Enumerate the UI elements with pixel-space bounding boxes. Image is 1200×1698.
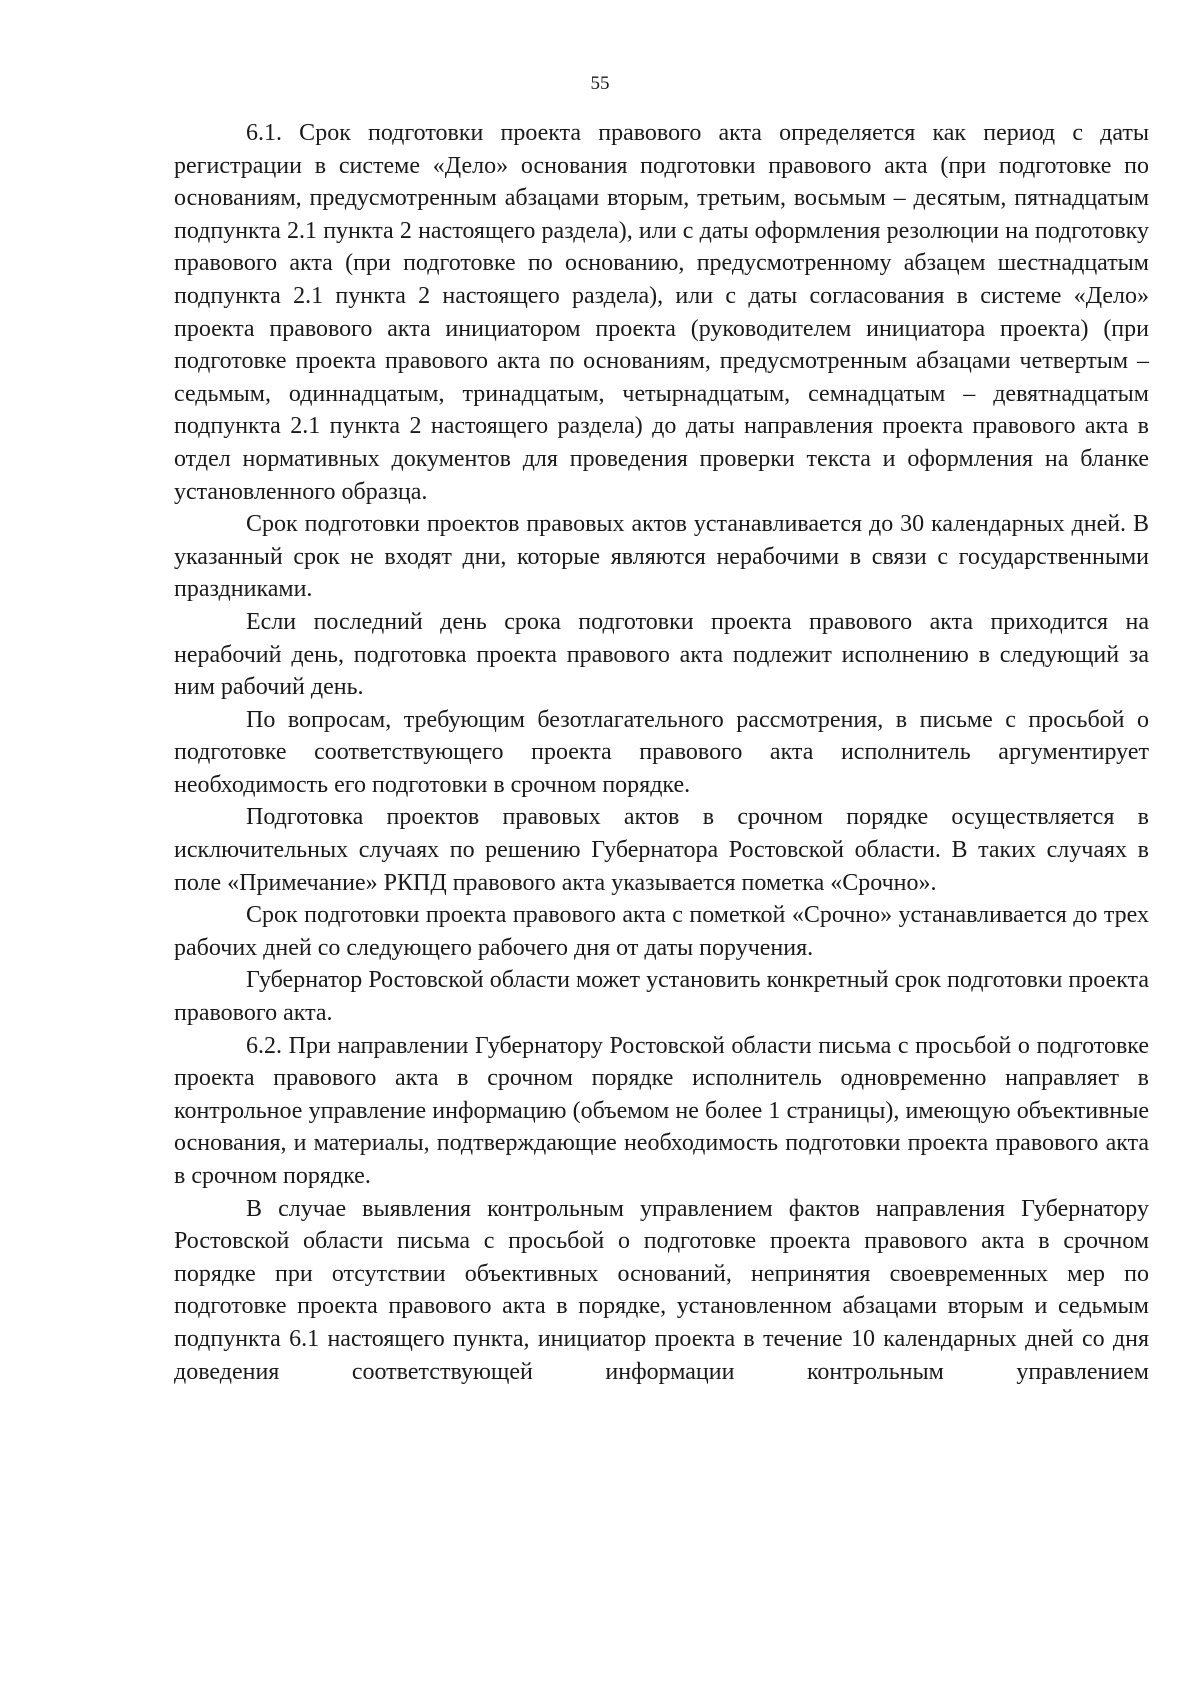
paragraph-6-2: 6.2. При направлении Губернатору Ростовской области письма с просьбой о подготовке проекта правового акта в срочном порядке исполнитель одновременно направляет в контрольное управление информацию (объемом не более 1 страницы), имеющую объективные основания, и материалы, подтверждающие необходимость подготовки проекта правового акта в срочном порядке. [174,1032,1149,1189]
document-body [174,117,1149,1388]
paragraph-preparation-term: Срок подготовки проектов правовых актов устанавливается до 30 календарных дней. В указанный срок не входят дни, которые являются нерабочими в связи с государственными праздниками. [174,511,1149,603]
paragraph-non-working-day: Если последний день срока подготовки проекта правового акта приходится на нерабочий день, подготовка проекта правового акта подлежит исполнению в следующий за ним рабочий день. [174,608,1149,701]
paragraph-violation-case: В случае выявления контрольным управлением фактов направления Губернатору Ростовской области письма с просьбой о подготовке проекта правового акта в срочном порядке при отсутствии объективных оснований, непринятия своевременных мер по подготовке проекта правового акта в порядке, установленном абзацами вторым и седьмым подпункта 6.1 настоящего пункта, инициатор проекта в течение 10 календарных дней со дня доведения соответствующей информации контрольным управлением [174,1195,1149,1385]
paragraph-governor-term: Губернатор Ростовской области может установить конкретный срок подготовки проекта правового акта. [174,967,1149,1027]
page-number: 55 [590,73,610,94]
paragraph-urgent-order: Подготовка проектов правовых актов в срочном порядке осуществляется в исключительных случаях по решению Губернатора Ростовской области. В таких случаях в поле «Примечание» РКПД правового акта указывается пометка «Срочно». [174,804,1149,896]
paragraph-urgent-request: По вопросам, требующим безотлагательного рассмотрения, в письме с просьбой о подготовке соответствующего проекта правового акта исполнитель аргументирует необходимость его подготовки в срочном порядке. [174,706,1149,798]
paragraph-6-1: 6.1. Срок подготовки проекта правового акта определяется как период с даты регистрации в системе «Дело» основания подготовки правового акта (при подготовке по основаниям, предусмотренным абзацами вторым, третьим, восьмым – десятым, пятнадцатым подпункта 2.1 пункта 2 настоящего раздела), или с даты оформления резолюции на подготовку правового акта (при подготовке по основанию, предусмотренному абзацем шестнадцатым подпункта 2.1 пункта 2 настоящего раздела), или с даты согласования в системе «Дело» проекта правового акта инициатором проекта (руководителем инициатора проекта) (при подготовке проекта правового акта по основаниям, предусмотренным абзацами четвертым – седьмым, одиннадцатым, тринадцатым, четырнадцатым, семнадцатым – девятнадцатым подпункта 2.1 пункта 2 настоящего раздела) до даты направления проекта правового акта в отдел нормативных документов для проведения проверки текста и оформления на бланке установленного образца. [174,120,1149,505]
paragraph-urgent-term: Срок подготовки проекта правового акта с пометкой «Срочно» устанавливается до трех рабочих дней со следующего рабочего дня от даты поручения. [174,902,1149,961]
